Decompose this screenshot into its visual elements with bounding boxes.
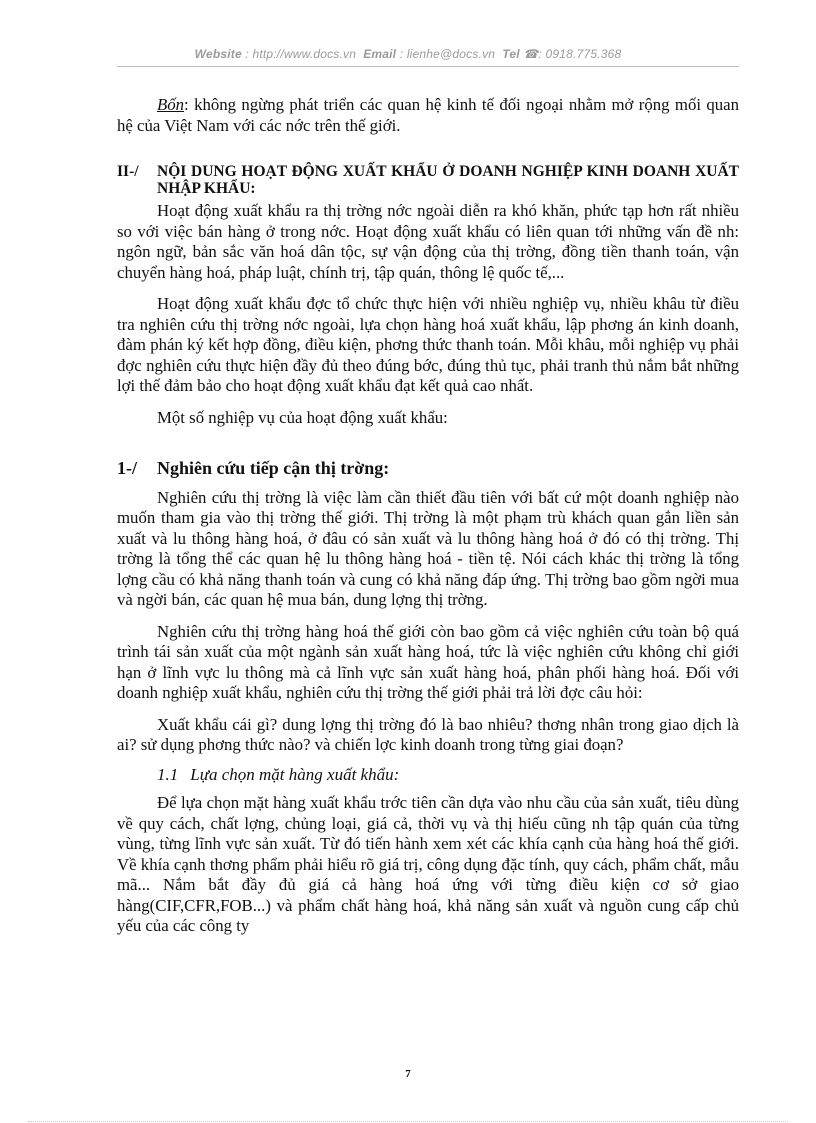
phone-icon: ☎	[523, 47, 539, 61]
paragraph: Để lựa chọn mặt hàng xuất khẩu trớc tiên cần dựa vào nhu cầu của sản xuất, tiêu dùng về quy cách, chất lợng, chủng loại, giá cả, thời vụ và thị hiếu cũng nh tập quán của từng vùng, từng lĩnh vực sản xuất. Từ đó tiến hành xem xét các khía cạnh của hàng hoá thế giới. Về khía cạnh thơng phẩm phải hiểu rõ giá trị, công dụng đặc tính, quy cách, phẩm chất, mẫu mã... Nắm bắt đầy đủ giá cả hàng hoá ứng với từng điều kiện cơ sở giao hàng(CIF,CFR,FOB...) và phẩm chất hàng hoá, khả năng sản xuất và nguồn cung cấp chủ yếu của các công ty	[117, 793, 739, 935]
section-heading-2	[117, 163, 739, 197]
subsection-title: Nghiên cứu tiếp cận thị trờng:	[157, 458, 390, 478]
email-value: : lienhe@docs.vn	[399, 47, 496, 61]
paragraph: Xuất khẩu cái gì? dung lợng thị trờng đó là bao nhiêu? thơng nhân trong giao dịch là ai? sử dụng phơng thức nào? và chiến lợc kinh doanh trong từng giai đoạn?	[117, 714, 739, 754]
subsection-heading-1	[117, 458, 739, 479]
website-label: Website	[194, 47, 242, 61]
page-header	[0, 47, 816, 61]
tel-value: : 0918.775.368	[538, 47, 622, 61]
paragraph: Hoạt động xuất khẩu đợc tổ chức thực hiện với nhiều nghiệp vụ, nhiều khâu từ điều tra nghiên cứu thị trờng nớc ngoài, lựa chọn hàng hoá xuất khẩu, lập phơng án kinh doanh, đàm phán ký kết hợp đồng, điều kiện, phơng thức thanh toán. Mỗi khâu, mỗi nghiệp vụ phải đợc nghiên cứu thực hiện đầy đủ theo đúng bớc, đúng thủ tục, phải tranh thủ nắm bắt những lợi thế đảm bảo cho hoạt động xuất khẩu đạt kết quả cao nhất.	[117, 294, 739, 395]
header-divider	[117, 66, 739, 67]
page-bottom-border	[28, 1121, 788, 1122]
paragraph: Hoạt động xuất khẩu ra thị trờng nớc ngoài diễn ra khó khăn, phức tạp hơn rất nhiều so với việc bán hàng ở trong nớc. Hoạt động xuất khẩu có liên quan tới những vấn đề nh: ngôn ngữ, bản sắc văn hoá dân tộc, sự vận động của thị trờng, đồng tiền thanh toán, vận chuyển hàng hoá, pháp luật, chính trị, tập quán, thông lệ quốc tế,...	[117, 201, 739, 282]
section-title: NỘI DUNG HOẠT ĐỘNG XUẤT KHẨU Ở DOANH NGHIỆP KINH DOANH XUẤT NHẬP KHẨU:	[157, 163, 739, 197]
email-label: Email	[363, 47, 397, 61]
intro-text: : không ngừng phát triển các quan hệ kinh tế đối ngoại nhằm mở rộng mối quan hệ của Việt Nam với các nớc trên thế giới.	[117, 95, 739, 135]
subsub-title: Lựa chọn mặt hàng xuất khẩu:	[190, 764, 400, 784]
intro-lead: Bốn	[157, 95, 185, 114]
page-number: 7	[405, 1068, 411, 1080]
website-value: : http://www.docs.vn	[245, 47, 357, 61]
intro-paragraph	[117, 95, 739, 136]
paragraph: Nghiên cứu thị trờng hàng hoá thế giới còn bao gồm cả việc nghiên cứu toàn bộ quá trình tái sản xuất của một ngành sản xuất hàng hoá, tức là việc nghiên cứu không chỉ giới hạn ở lĩnh vực lu thông mà cả lĩnh vực sản xuất hàng hoá, phân phối hàng hoá. Đối với doanh nghiệp xuất khẩu, nghiên cứu thị trờng thế giới phải trả lời đợc câu hỏi:	[117, 621, 739, 702]
paragraph: Nghiên cứu thị trờng là việc làm cần thiết đầu tiên với bất cứ một doanh nghiệp nào muốn tham gia vào thị trờng thế giới. Thị trờng là một phạm trù khách quan gắn liền sản xuất và lu thông hàng hoá, ở đâu có sản xuất và lu thông hàng hoá ở đó có thị trờng. Thị trờng là tổng thể các quan hệ lu thông hàng hoá - tiền tệ. Nói cách khác thị trờng là tổng lợng cầu có khả năng thanh toán và cung có khả năng đáp ứng. Thị trờng bao gồm ngời mua và ngời bán, các quan hệ mua bán, dung lợng thị trờng.	[117, 487, 739, 609]
tel-label: Tel	[502, 47, 520, 61]
section-number: II-/	[117, 163, 139, 180]
paragraph: Một số nghiệp vụ của hoạt động xuất khẩu:	[157, 407, 448, 427]
subsub-number: 1.1	[157, 764, 179, 784]
document-body	[117, 95, 739, 937]
subsection-heading-1-1	[117, 765, 739, 786]
subsection-number: 1-/	[117, 458, 137, 478]
